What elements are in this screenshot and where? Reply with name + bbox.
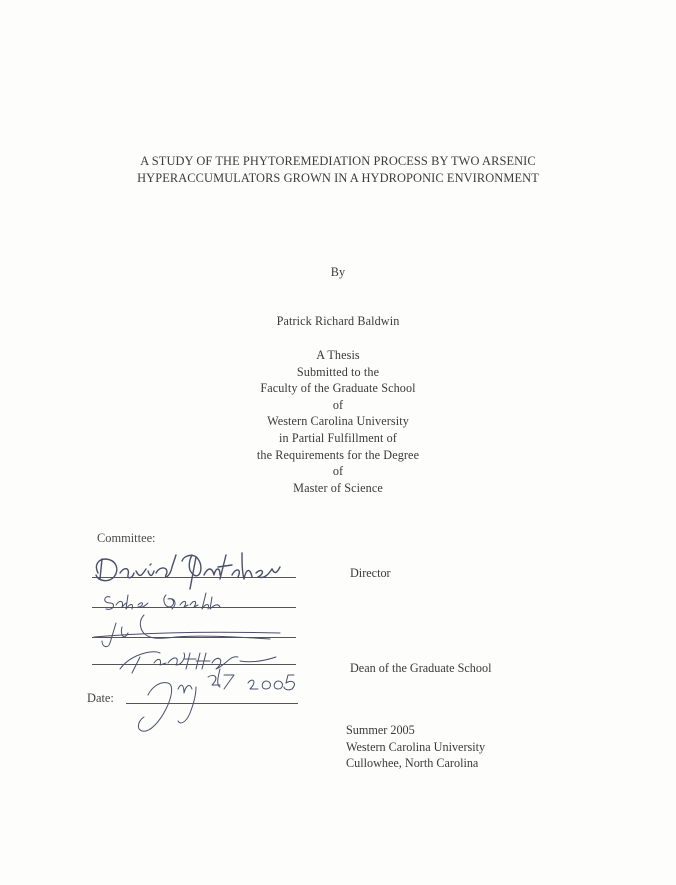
submission-info xyxy=(346,722,485,772)
thesis-title xyxy=(0,153,676,186)
submission-university: Western Carolina University xyxy=(346,739,486,754)
signature-member-2 xyxy=(94,615,280,647)
thesis-title-line-1: A STUDY OF THE PHYTOREMEDIATION PROCESS BY TWO ARSENIC xyxy=(140,154,536,168)
committee-label: Committee: xyxy=(97,531,156,545)
handwritten-signatures xyxy=(80,545,320,745)
thesis-line: in Partial Fulfillment of xyxy=(279,430,397,445)
by-label: By xyxy=(330,265,346,279)
dean-role-label: Dean of the Graduate School xyxy=(350,661,492,675)
thesis-line: Western Carolina University xyxy=(267,414,409,429)
submission-location: Cullowhee, North Carolina xyxy=(346,756,479,771)
signature-director xyxy=(96,553,280,589)
signature-member-1 xyxy=(105,593,220,609)
submission-term: Summer 2005 xyxy=(346,723,415,737)
director-role-label: Director xyxy=(350,566,391,580)
thesis-line: A Thesis xyxy=(316,348,360,362)
thesis-line: the Requirements for the Degree xyxy=(256,447,420,462)
thesis-line: of xyxy=(332,464,344,479)
signature-date xyxy=(138,675,294,731)
thesis-line: Submitted to the xyxy=(296,364,380,379)
thesis-line: Faculty of the Graduate School xyxy=(260,381,416,396)
date-label: Date: xyxy=(87,691,114,705)
author-name: Patrick Richard Baldwin xyxy=(276,314,400,328)
thesis-line: of xyxy=(332,397,344,412)
thesis-statement xyxy=(0,347,676,496)
thesis-line: Master of Science xyxy=(293,480,383,495)
signature-dean xyxy=(120,652,276,687)
thesis-title-line-2: HYPERACCUMULATORS GROWN IN A HYDROPONIC ENVIRONMENT xyxy=(137,170,539,185)
